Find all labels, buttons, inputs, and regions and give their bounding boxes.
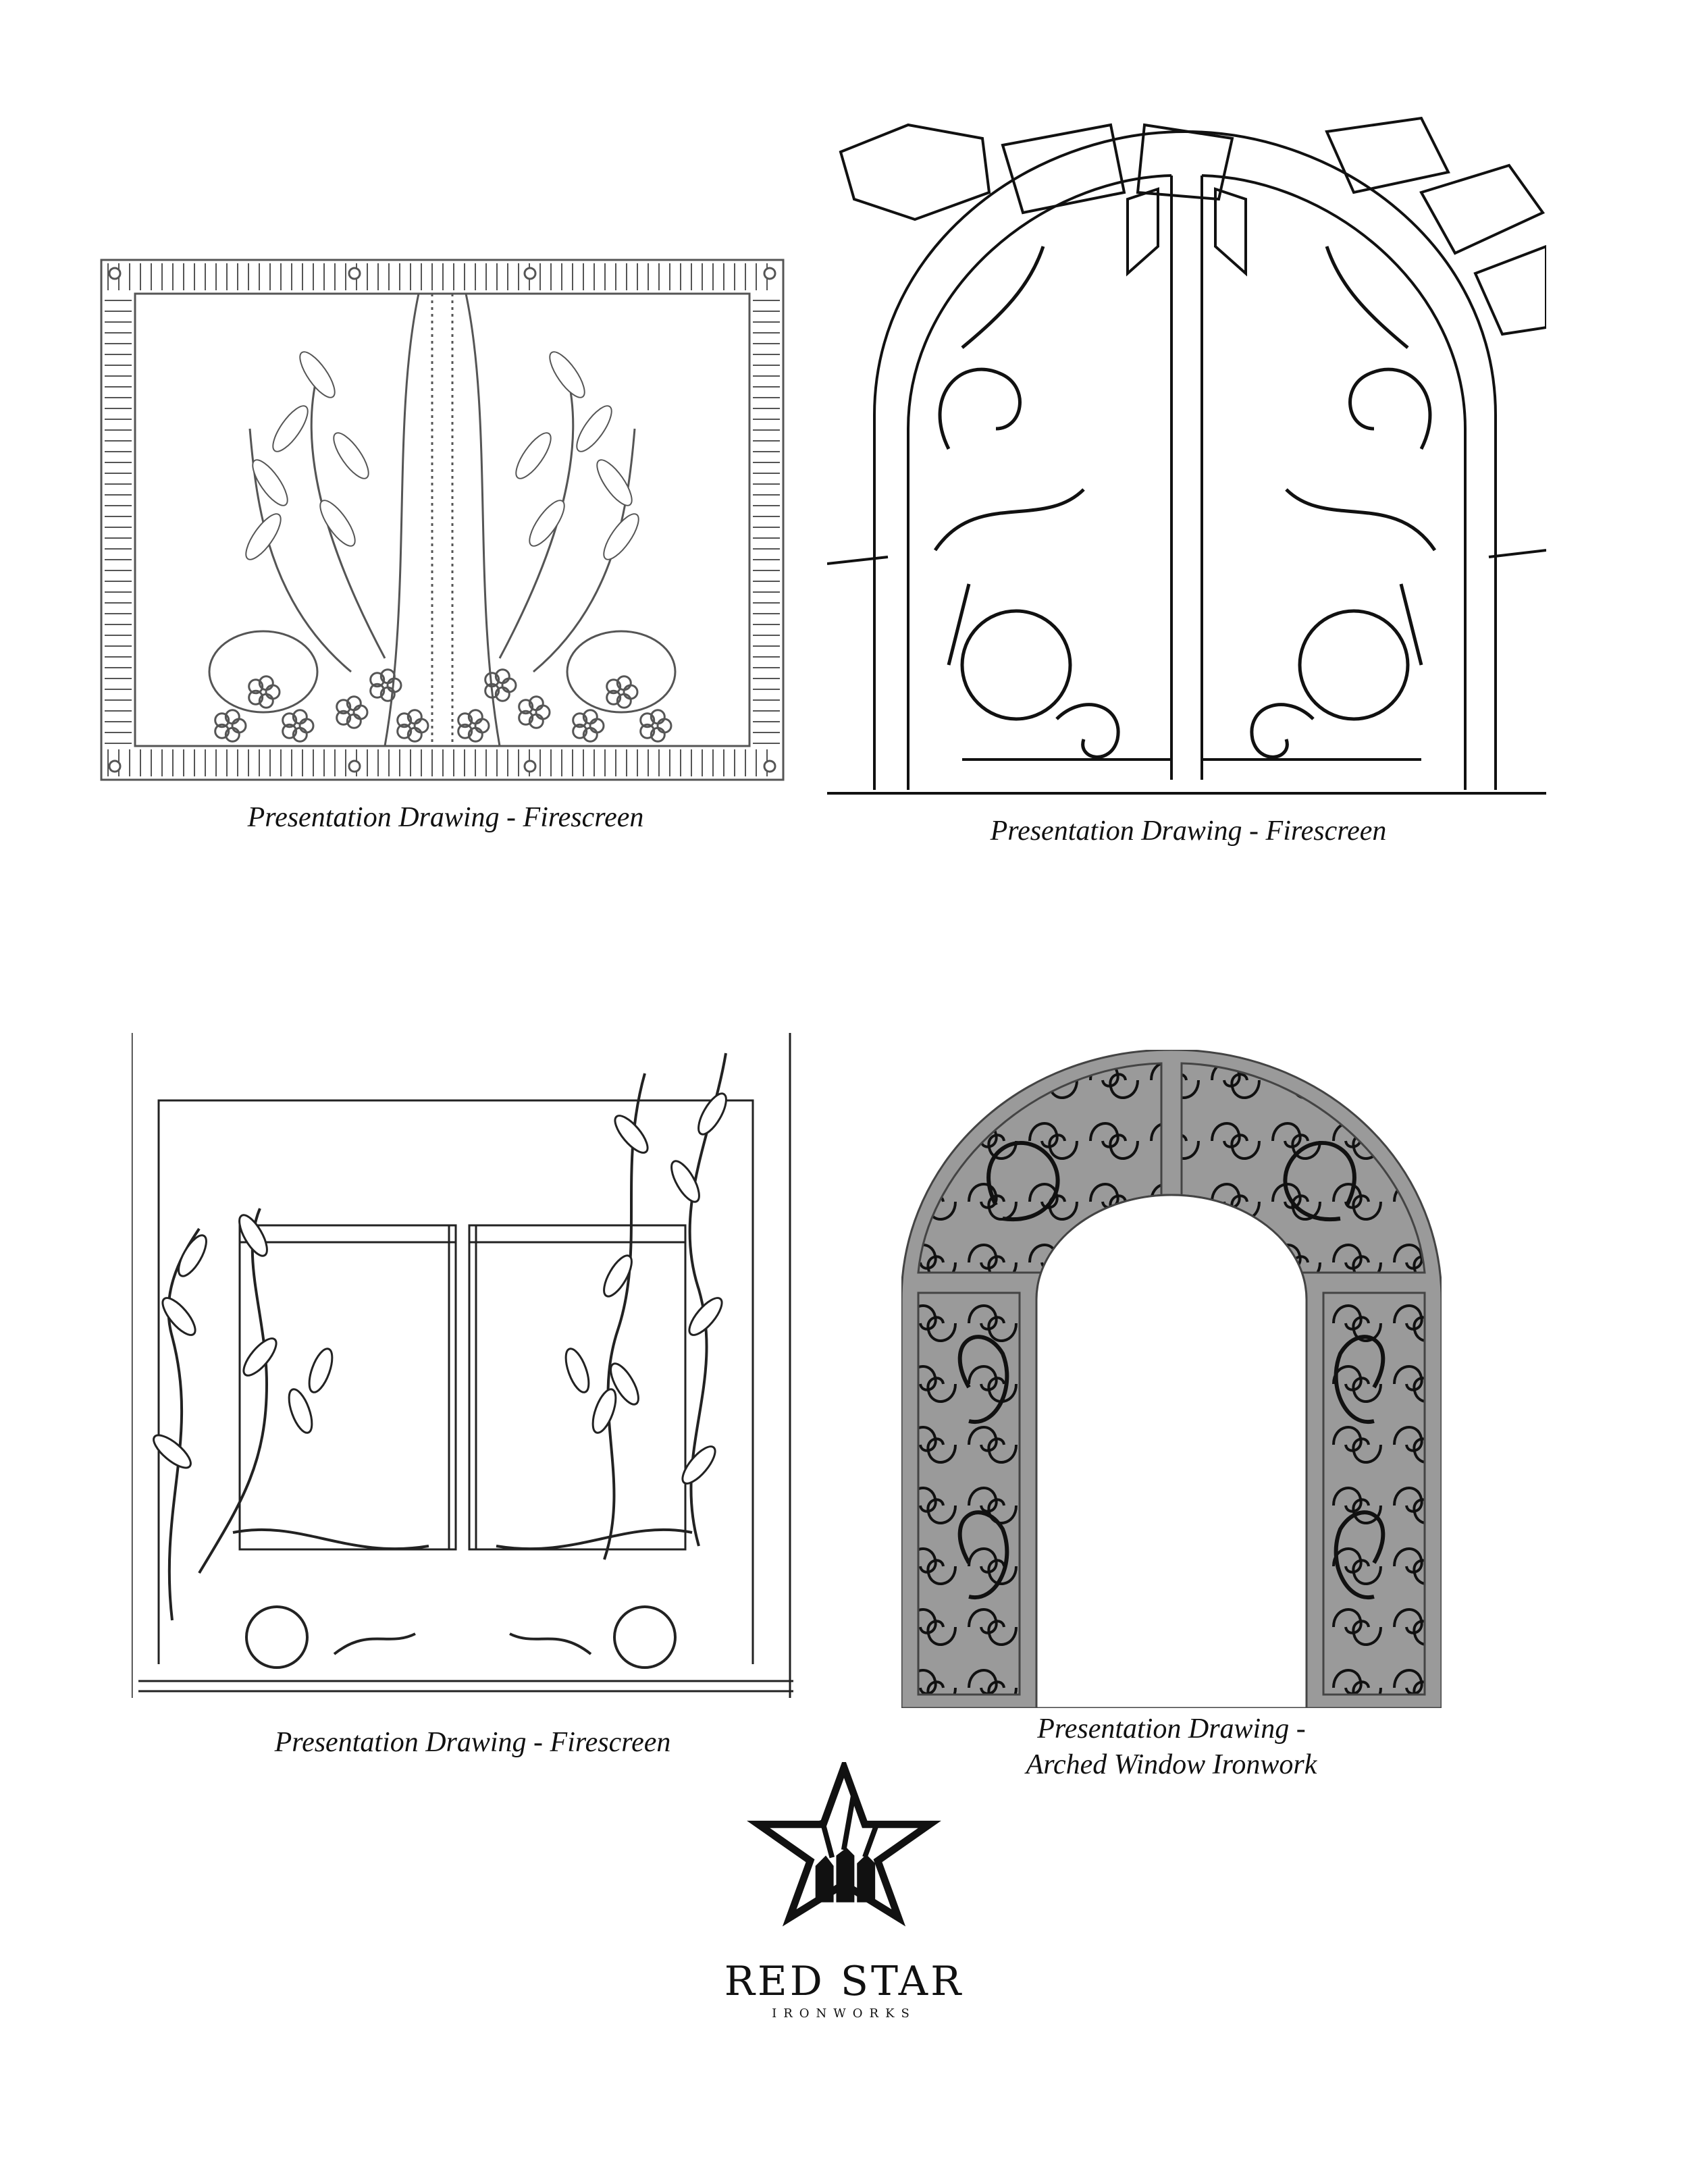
firescreen-1-illustration — [95, 253, 790, 787]
star-icon — [719, 1762, 969, 1965]
red-star-logo — [719, 1762, 969, 2025]
firescreen-drawing-3 — [132, 1033, 814, 1698]
arched-window-illustration — [901, 1050, 1442, 1708]
caption-drawing-4 — [905, 1711, 1438, 1782]
logo-name: RED STAR — [724, 1958, 964, 2005]
firescreen-drawing-1 — [95, 253, 790, 787]
caption-drawing-3: Presentation Drawing - Firescreen — [274, 1727, 671, 1758]
firescreen-drawing-2 — [827, 111, 1546, 803]
caption-drawing-2: Presentation Drawing - Firescreen — [990, 816, 1387, 847]
logo-subtitle: IRONWORKS — [772, 2006, 916, 2021]
firescreen-3-illustration — [132, 1033, 814, 1698]
caption-drawing-4-line2: Arched Window Ironwork — [1026, 1749, 1317, 1780]
firescreen-2-illustration — [827, 111, 1546, 803]
caption-drawing-4-line1: Presentation Drawing - — [1037, 1713, 1306, 1744]
caption-drawing-1: Presentation Drawing - Firescreen — [247, 802, 644, 833]
arched-window-drawing — [901, 1050, 1442, 1708]
